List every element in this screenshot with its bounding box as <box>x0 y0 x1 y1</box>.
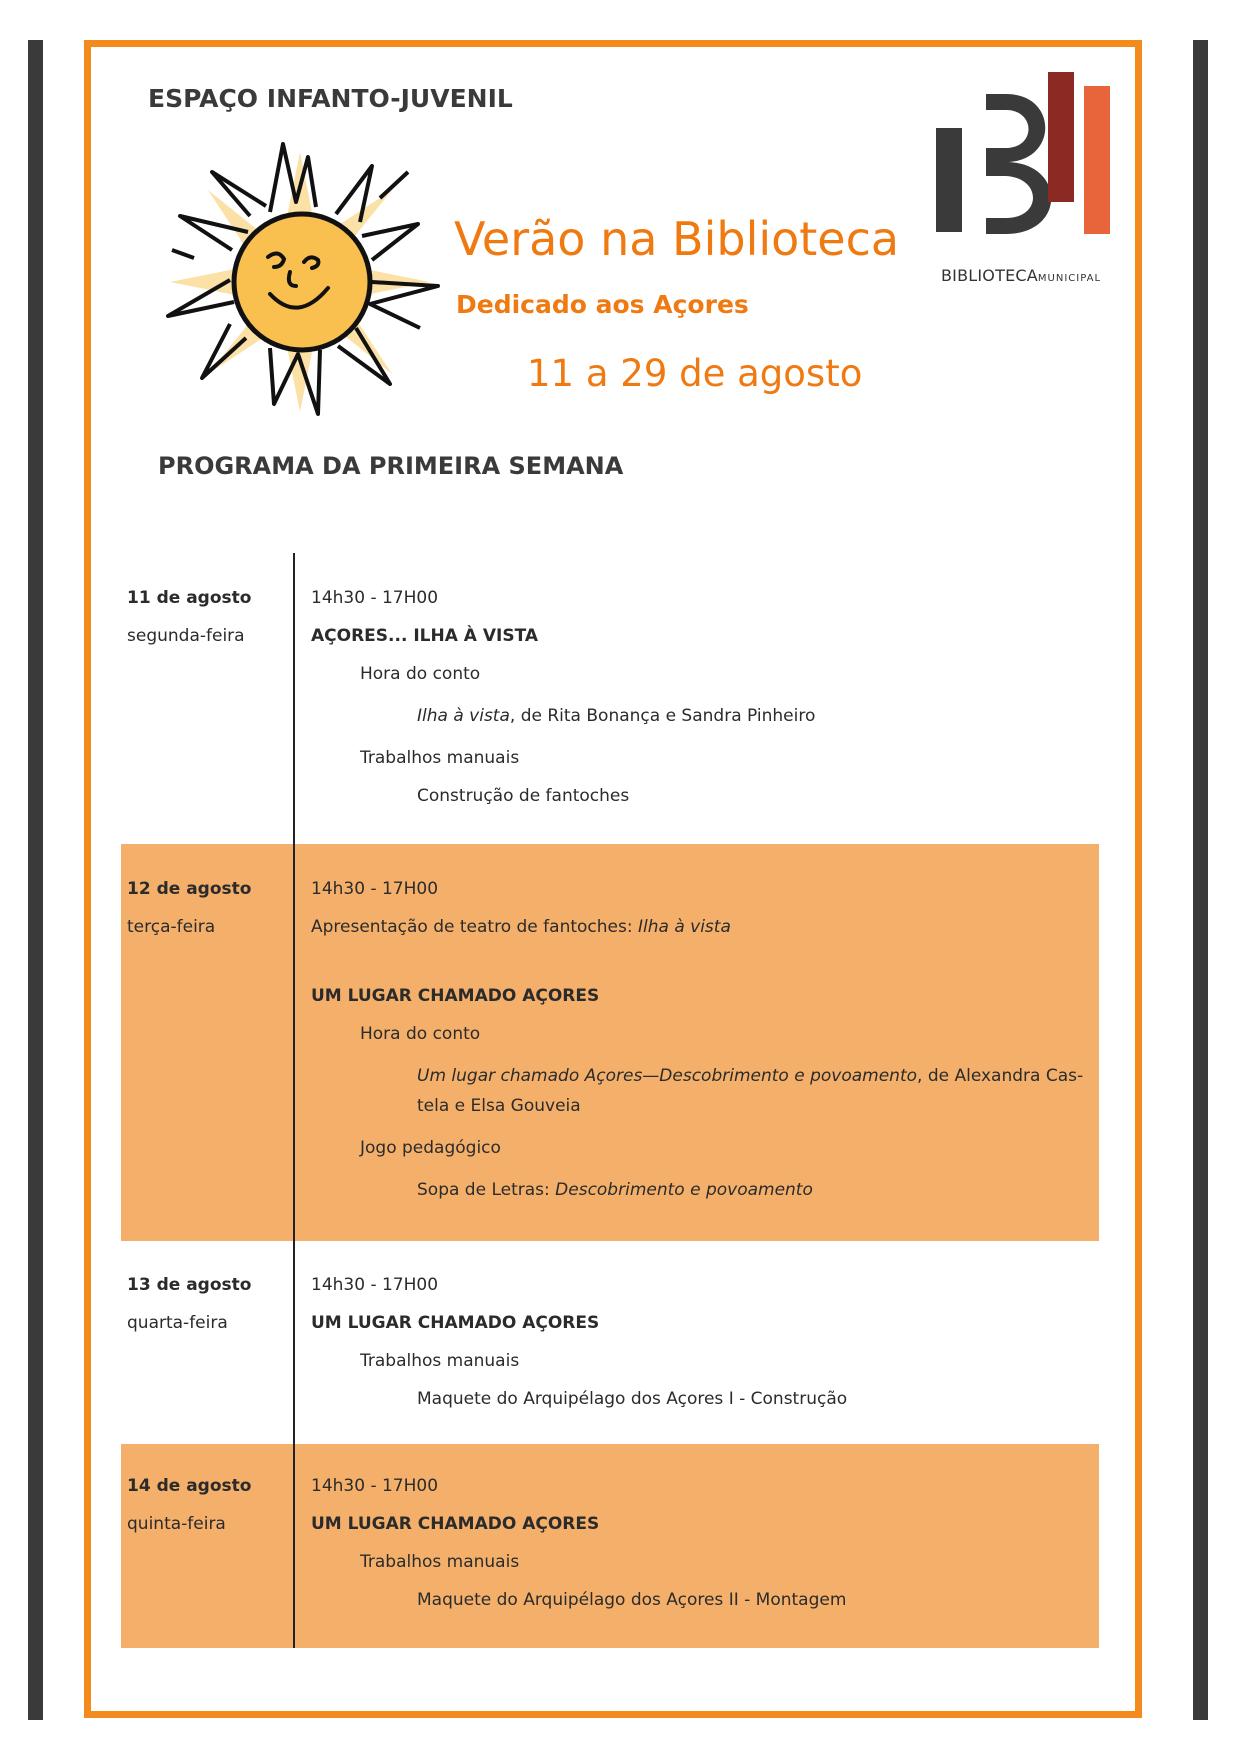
day-time: 14h30 - 17H00 <box>311 1476 439 1496</box>
activity-detail: Construção de fantoches <box>417 786 630 806</box>
day-date: 14 de agosto <box>127 1476 252 1496</box>
logo-word-small: MUNICIPAL <box>1037 273 1102 284</box>
day-theme: UM LUGAR CHAMADO AÇORES <box>311 1313 600 1333</box>
timeline-line <box>293 553 295 1648</box>
detail-title: Descobrimento e povoamento <box>555 1180 813 1200</box>
library-logo-text <box>941 266 1101 285</box>
presentation-text: Apresentação de teatro de fantoches: <box>311 917 638 937</box>
day-theme: AÇORES... ILHA À VISTA <box>311 626 539 646</box>
day-weekday: quinta-feira <box>127 1514 226 1534</box>
book-authors: , de Rita Bonança e Sandra Pinheiro <box>509 706 816 726</box>
detail-prefix: Sopa de Letras: <box>417 1180 556 1200</box>
activity-detail: Maquete do Arquipélago dos Açores I - Construção <box>417 1389 848 1409</box>
activity-label: Jogo pedagógico <box>360 1138 501 1158</box>
day-time: 14h30 - 17H00 <box>311 588 439 608</box>
day-weekday: segunda-feira <box>127 626 245 646</box>
program-heading: PROGRAMA DA PRIMEIRA SEMANA <box>158 452 624 480</box>
activity-label: Trabalhos manuais <box>360 1552 520 1572</box>
day-time: 14h30 - 17H00 <box>311 1275 439 1295</box>
day-time: 14h30 - 17H00 <box>311 879 439 899</box>
event-dates: 11 a 29 de agosto <box>527 352 863 395</box>
library-logo-icon <box>936 68 1136 268</box>
event-subtitle: Dedicado aos Açores <box>456 290 749 319</box>
day-date: 13 de agosto <box>127 1275 252 1295</box>
sun-illustration-icon <box>150 132 450 432</box>
activity-detail <box>417 1180 813 1200</box>
activity-detail-continued: tela e Elsa Gouveia <box>417 1096 581 1116</box>
presentation-title: Ilha à vista <box>637 917 731 937</box>
presentation-line <box>311 917 731 937</box>
logo-word-main: BIBLIOTECA <box>941 266 1038 285</box>
activity-detail <box>417 706 815 726</box>
event-title: Verão na Biblioteca <box>454 212 900 266</box>
book-authors: , de Alexandra Cas- <box>917 1066 1084 1086</box>
day-weekday: quarta-feira <box>127 1313 228 1333</box>
day-weekday: terça-feira <box>127 917 216 937</box>
left-dark-bar <box>28 40 43 1720</box>
right-dark-bar <box>1193 40 1208 1720</box>
day-theme: UM LUGAR CHAMADO AÇORES <box>311 986 600 1006</box>
activity-label: Trabalhos manuais <box>360 1351 520 1371</box>
activity-detail: Maquete do Arquipélago dos Açores II - Montagem <box>417 1590 847 1610</box>
activity-label: Hora do conto <box>360 1024 481 1044</box>
section-header: ESPAÇO INFANTO-JUVENIL <box>148 84 513 113</box>
day-band-14 <box>121 1444 1099 1648</box>
book-title: Um lugar chamado Açores—Descobrimento e povoamento <box>417 1066 918 1086</box>
activity-label: Trabalhos manuais <box>360 748 520 768</box>
activity-label: Hora do conto <box>360 664 481 684</box>
day-date: 12 de agosto <box>127 879 252 899</box>
book-title: Ilha à vista <box>417 706 510 726</box>
activity-detail <box>417 1066 1083 1086</box>
day-theme: UM LUGAR CHAMADO AÇORES <box>311 1514 600 1534</box>
day-date: 11 de agosto <box>127 588 252 608</box>
